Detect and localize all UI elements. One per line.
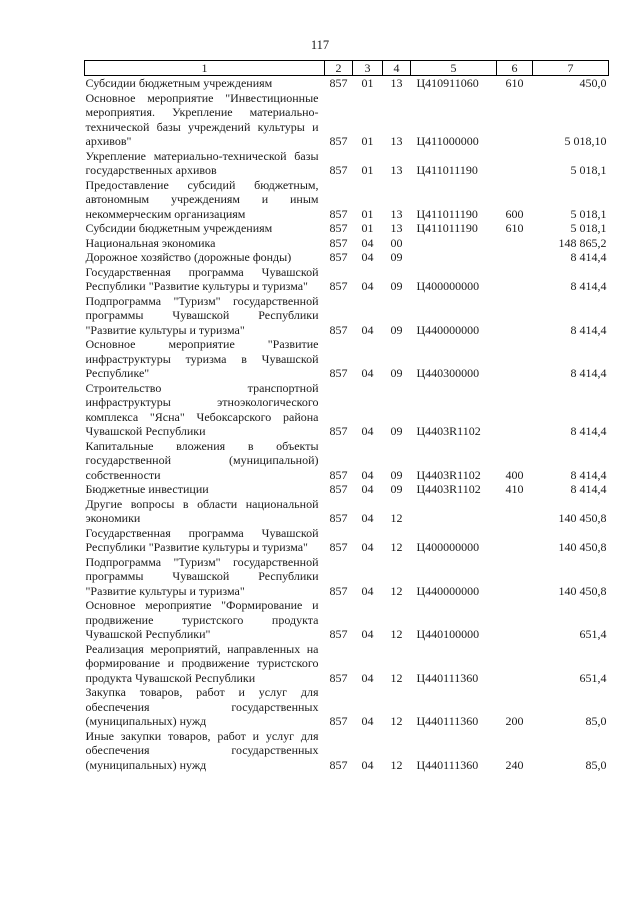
target-article-code: Ц4403R1102 [416,467,481,482]
ministry-code: 857 [329,670,348,685]
table-row [85,497,609,526]
expense-type-code: 610 [505,76,524,90]
row-name: Субсидии бюджетным учреждениям [85,221,273,235]
row-name: Капитальные вложения в объекты государственной (муниципальной) собственности [85,438,319,482]
section-code: 01 [361,206,374,221]
target-article-code: Ц4403R1102 [416,482,481,496]
amount: 8 414,4 [570,279,607,293]
expense-type-code [497,598,533,642]
subsection-code: 12 [390,714,403,728]
target-article-code [411,236,497,251]
target-article-code: Ц400000000 [416,540,480,554]
target-article-code [411,250,497,265]
target-article-code [411,497,497,526]
target-article-code: Ц440100000 [416,627,480,641]
table-row [85,236,609,251]
row-name: Основное мероприятие "Формирование и продвижение туристского продукта Чувашской Республики" [85,598,319,641]
target-article-code: Ц411011190 [416,221,478,235]
table-row [85,250,609,265]
row-name: Бюджетные инвестиции [85,482,209,496]
amount: 8 414,4 [570,250,607,264]
target-article-code: Ц440000000 [416,583,480,598]
subsection-code: 09 [390,250,403,264]
section-code: 04 [361,424,374,438]
expense-type-code [497,337,533,381]
target-article-code: Ц440111360 [416,757,479,772]
expense-type-code [497,250,533,265]
section-code: 04 [361,627,374,641]
amount: 651,4 [579,670,607,685]
ministry-code: 857 [329,235,348,250]
section-code: 04 [361,366,374,380]
column-header: 3 [353,61,383,76]
subsection-code: 00 [390,235,403,250]
table-row [85,555,609,599]
column-header: 5 [411,61,497,76]
section-code: 04 [361,235,374,250]
subsection-code: 13 [390,76,403,90]
ministry-code: 857 [329,221,348,235]
table-row [85,642,609,686]
ministry-code: 857 [329,76,348,90]
amount: 140 450,8 [558,511,607,525]
table-header-row [85,61,609,76]
section-code: 04 [361,250,374,264]
row-name: Реализация мероприятий, направленных на формирование и продвижение туристского продукта Чувашской Республики [85,641,319,685]
ministry-code: 857 [329,714,348,728]
table-row [85,439,609,483]
row-name: Субсидии бюджетным учреждениям [85,76,273,90]
column-header: 6 [497,61,533,76]
section-code: 04 [361,279,374,293]
column-header: 1 [85,61,325,76]
table-row [85,729,609,773]
row-name: Другие вопросы в области национальной экономики [85,496,319,525]
row-name: Укрепление материально-технической базы государственных архивов [85,148,319,177]
ministry-code: 857 [329,511,348,525]
amount: 8 414,4 [570,424,607,438]
row-name: Государственная программа Чувашской Республики "Развитие культуры и туризма" [85,264,319,293]
expense-type-code [497,497,533,526]
section-code: 04 [361,482,374,496]
subsection-code: 12 [390,670,403,685]
row-name: Подпрограмма "Туризм" государственной программы Чувашской Республики "Развитие культуры и туризма" [85,554,319,598]
subsection-code: 12 [390,540,403,554]
row-name: Иные закупки товаров, работ и услуг для обеспечения государственных (муниципальных) нужд [85,728,319,772]
row-name: Дорожное хозяйство (дорожные фонды) [85,250,292,264]
amount: 651,4 [579,627,607,641]
ministry-code: 857 [329,424,348,438]
expense-type-code: 200 [505,714,524,728]
section-code: 01 [361,134,374,148]
table-row [85,685,609,729]
table-row [85,381,609,439]
ministry-code: 857 [329,467,348,482]
subsection-code: 12 [390,627,403,641]
target-article-code: Ц410911060 [416,76,479,90]
ministry-code: 857 [329,279,348,293]
section-code: 01 [361,76,374,90]
table-row [85,482,609,497]
page-number: 117 [310,38,330,52]
ministry-code: 857 [329,206,348,221]
budget-table [84,60,609,772]
ministry-code: 857 [329,366,348,380]
ministry-code: 857 [329,757,348,772]
table-row [85,294,609,338]
subsection-code: 13 [390,134,403,148]
subsection-code: 09 [390,366,403,380]
subsection-code: 13 [390,163,403,177]
section-code: 04 [361,322,374,337]
table-row [85,76,609,91]
ministry-code: 857 [329,583,348,598]
section-code: 04 [361,670,374,685]
table-row [85,91,609,149]
subsection-code: 12 [390,757,403,772]
row-name: Подпрограмма "Туризм" государственной программы Чувашской Республики "Развитие культуры и туризма" [85,293,319,337]
section-code: 04 [361,540,374,554]
amount: 85,0 [585,757,607,772]
row-name: Предоставление субсидий бюджетным, автономным учреждениям и иным некоммерческим организациям [85,177,319,221]
section-code: 04 [361,583,374,598]
table-row [85,221,609,236]
section-code: 01 [361,221,374,235]
amount: 8 414,4 [570,322,607,337]
amount: 5 018,1 [570,221,607,235]
target-article-code: Ц440111360 [416,670,479,685]
expense-type-code [497,642,533,686]
amount: 140 450,8 [558,540,607,554]
amount: 5 018,10 [564,134,607,148]
expense-type-code: 240 [505,757,524,772]
subsection-code: 09 [390,467,403,482]
ministry-code: 857 [329,322,348,337]
subsection-code: 12 [390,511,403,525]
expense-type-code [497,265,533,294]
target-article-code: Ц411011190 [416,163,478,177]
section-code: 04 [361,511,374,525]
amount: 5 018,1 [570,163,607,177]
table-row [85,265,609,294]
section-code: 04 [361,467,374,482]
ministry-code: 857 [329,163,348,177]
target-article-code: Ц411000000 [416,134,479,148]
target-article-code: Ц400000000 [416,279,480,293]
column-header: 7 [533,61,609,76]
column-header: 4 [383,61,411,76]
expense-type-code [497,294,533,338]
row-name: Строительство транспортной инфраструктуры этноэкологического комплекса "Ясна" Чебоксарского района Чувашской Республики [85,380,319,438]
table-row [85,178,609,222]
subsection-code: 12 [390,583,403,598]
expense-type-code [497,555,533,599]
subsection-code: 09 [390,424,403,438]
table-row [85,526,609,555]
amount: 140 450,8 [558,583,607,598]
amount: 8 414,4 [570,482,607,496]
table-row [85,337,609,381]
subsection-code: 09 [390,482,403,496]
table-row [85,598,609,642]
ministry-code: 857 [329,540,348,554]
ministry-code: 857 [329,482,348,496]
ministry-code: 857 [329,134,348,148]
column-header: 2 [325,61,353,76]
section-code: 04 [361,757,374,772]
expense-type-code [497,381,533,439]
expense-type-code: 400 [505,467,524,482]
target-article-code: Ц440300000 [416,366,480,380]
ministry-code: 857 [329,627,348,641]
amount: 450,0 [579,76,607,90]
target-article-code: Ц4403R1102 [416,424,481,438]
expense-type-code [497,91,533,149]
amount: 8 414,4 [570,467,607,482]
section-code: 04 [361,714,374,728]
row-name: Государственная программа Чувашской Республики "Развитие культуры и туризма" [85,525,319,554]
row-name: Основное мероприятие "Развитие инфраструктуры туризма в Чувашской Республике" [85,337,319,380]
target-article-code: Ц440000000 [416,322,480,337]
subsection-code: 13 [390,206,403,221]
row-name: Закупка товаров, работ и услуг для обеспечения государственных (муниципальных) нужд [85,685,319,728]
table-row [85,149,609,178]
section-code: 01 [361,163,374,177]
target-article-code: Ц411011190 [416,206,478,221]
expense-type-code [497,236,533,251]
subsection-code: 09 [390,322,403,337]
amount: 85,0 [585,714,607,728]
row-name: Основное мероприятие "Инвестиционные мероприятия. Укрепление материально-технической базы учреждений культуры и архивов" [85,90,319,148]
subsection-code: 09 [390,279,403,293]
amount: 5 018,1 [570,206,607,221]
expense-type-code: 600 [505,206,524,221]
expense-type-code [497,149,533,178]
expense-type-code: 610 [505,221,524,235]
ministry-code: 857 [329,250,348,264]
row-name: Национальная экономика [85,235,216,250]
amount: 8 414,4 [570,366,607,380]
target-article-code: Ц440111360 [416,714,479,728]
amount: 148 865,2 [558,235,607,250]
subsection-code: 13 [390,221,403,235]
expense-type-code [497,526,533,555]
expense-type-code: 410 [505,482,524,496]
